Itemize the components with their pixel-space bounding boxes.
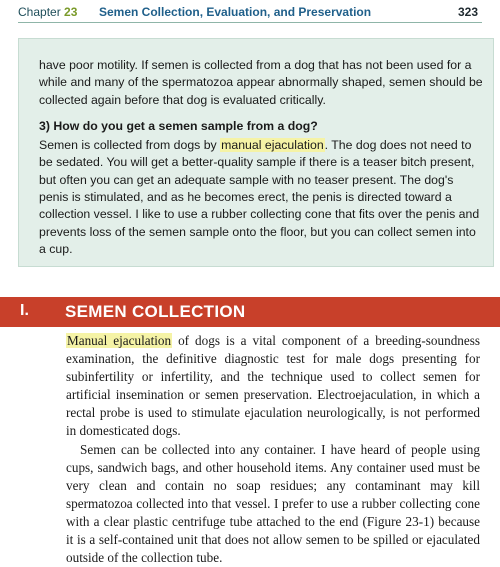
running-title: Semen Collection, Evaluation, and Preservation xyxy=(99,5,372,19)
body-paragraph: Manual ejaculation of dogs is a vital component of a breeding-soundness examination, the definitive diagnostic test for male dogs presenting for subinfertility or infertility, and the technique used to collect semen for artificial insemination or semen preservation. Electroejaculation, in which a rectal probe is used to stimulate ejaculation neurologically, is not performed in domesticated dogs. xyxy=(66,333,480,439)
section-title: SEMEN COLLECTION xyxy=(65,302,246,321)
body-paragraph: Semen can be collected into any container. I have heard of people using cups, sandwich bags, and other household items. Any container used must be very clean and contain no soap residues; any contaminant may kill spermatozoa collected into that vessel. I prefer to use a rubber collecting cone with a clear plastic centrifuge tube attached to the end (Figure 23-1) because it is a self-contained unit that does not allow semen to be spilled or ejaculated outside of the collection tube. xyxy=(66,441,480,566)
body-text xyxy=(66,332,480,567)
qa-box xyxy=(18,38,494,267)
header-rule xyxy=(18,22,482,23)
box-paragraph: have poor motility. If semen is collected from a dog that has not been used for a while and many of the spermatozoa appear abnormally shaped, semen should be collected again before that dog is evaluated critically. xyxy=(39,58,483,107)
highlighted-term: Manual ejaculation xyxy=(67,333,172,348)
section-number: I. xyxy=(20,302,29,319)
chapter-number: 23 xyxy=(64,5,78,19)
running-header xyxy=(0,0,500,26)
page-number: 323 xyxy=(457,5,478,19)
section-heading xyxy=(0,297,500,327)
box-question: 3) How do you get a semen sample from a dog? xyxy=(39,118,318,133)
box-answer: Semen is collected from dogs by manual ejaculation. The dog does not need to be sedated. You will get a better-quality sample if there is a teaser bitch present, but often you can get an adequate sample with no teaser present. The dog's penis is stimulated, and as he becomes erect, the penis is directed toward a collection vessel. I like to use a rubber collecting cone that fits over the penis and prevents loss of the semen sample onto the floor, but you can collect semen into a cup. xyxy=(39,138,480,256)
highlighted-term: manual ejaculation xyxy=(221,138,324,153)
chapter-label: Chapter 23 xyxy=(18,5,78,19)
